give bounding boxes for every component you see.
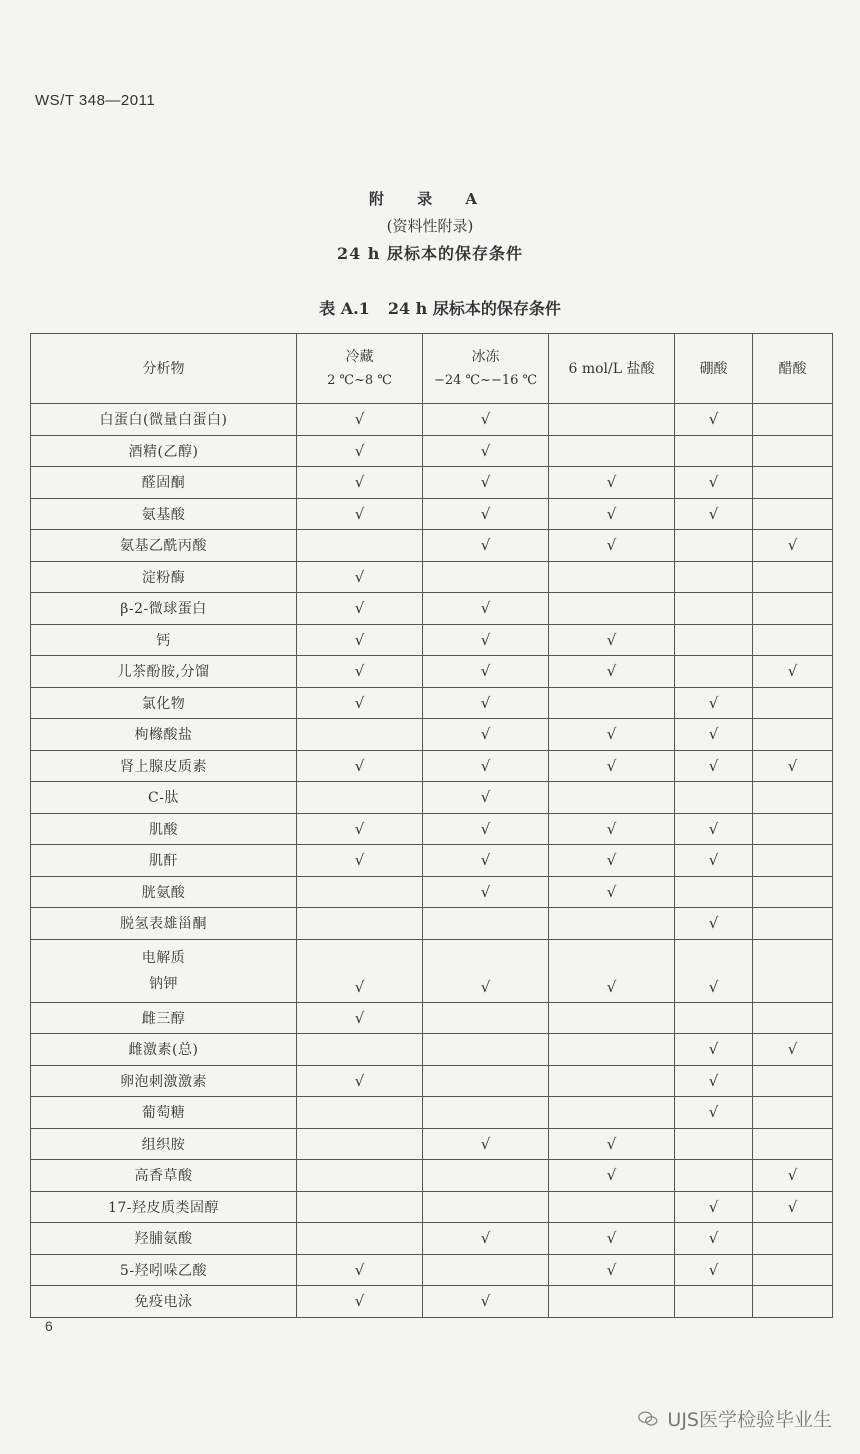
check-mark: √ [480, 882, 491, 901]
analyte-name [31, 939, 297, 1002]
cell-frozen [423, 1254, 549, 1286]
cell-fridge [297, 1065, 423, 1097]
check-mark: √ [480, 1229, 491, 1248]
cell-hcl [549, 719, 675, 751]
cell-acetic [753, 1034, 833, 1066]
cell-frozen [423, 435, 549, 467]
cell-frozen [423, 750, 549, 782]
header-frozen-label: 冰冻 [471, 348, 500, 365]
cell-boric [675, 813, 753, 845]
check-mark: √ [480, 441, 491, 460]
header-boric: 硼酸 [675, 334, 753, 404]
table-row [31, 719, 833, 751]
cell-boric [675, 876, 753, 908]
analyte-name: 酒精(乙醇) [31, 435, 297, 467]
cell-frozen [423, 1128, 549, 1160]
cell-hcl [549, 876, 675, 908]
cell-acetic [753, 530, 833, 562]
cell-frozen [423, 813, 549, 845]
cell-acetic [753, 845, 833, 877]
analyte-name-line1: 电解质 [141, 949, 186, 966]
check-mark: √ [708, 410, 719, 429]
table-row [31, 593, 833, 625]
analyte-name: 葡萄糖 [31, 1097, 297, 1129]
cell-frozen [423, 1002, 549, 1034]
cell-acetic [753, 624, 833, 656]
cell-frozen [423, 1097, 549, 1129]
cell-frozen [423, 782, 549, 814]
cell-boric [675, 435, 753, 467]
table-row [31, 1065, 833, 1097]
analyte-name: 钙 [31, 624, 297, 656]
check-mark: √ [480, 662, 491, 681]
check-mark: √ [354, 1260, 365, 1279]
check-mark: √ [606, 1134, 617, 1153]
cell-acetic [753, 1097, 833, 1129]
cell-hcl [549, 1065, 675, 1097]
header-acetic: 醋酸 [753, 334, 833, 404]
cell-fridge [297, 1034, 423, 1066]
watermark [637, 1405, 832, 1432]
cell-hcl [549, 593, 675, 625]
analyte-name: 儿茶酚胺,分馏 [31, 656, 297, 688]
check-mark: √ [606, 1166, 617, 1185]
check-mark: √ [606, 725, 617, 744]
check-mark: √ [708, 725, 719, 744]
cell-hcl [549, 908, 675, 940]
cell-fridge [297, 1191, 423, 1223]
header-frozen [423, 334, 549, 404]
cell-hcl [549, 687, 675, 719]
table-row [31, 1160, 833, 1192]
cell-frozen [423, 908, 549, 940]
cell-frozen [423, 467, 549, 499]
table-row [31, 813, 833, 845]
cell-fridge [297, 750, 423, 782]
page-number: 6 [45, 1318, 53, 1334]
table-caption-number: 表 A.1 [319, 299, 370, 318]
check-mark: √ [480, 693, 491, 712]
cell-hcl [549, 1160, 675, 1192]
watermark-text: UJS医学检验毕业生 [667, 1409, 832, 1431]
analyte-name: 氯化物 [31, 687, 297, 719]
check-mark: √ [606, 756, 617, 775]
cell-acetic [753, 1128, 833, 1160]
cell-hcl [549, 1286, 675, 1318]
check-mark: √ [480, 599, 491, 618]
cell-acetic [753, 656, 833, 688]
cell-acetic [753, 1160, 833, 1192]
cell-boric [675, 467, 753, 499]
header-fridge [297, 334, 423, 404]
table-row [31, 782, 833, 814]
cell-fridge [297, 624, 423, 656]
cell-frozen [423, 404, 549, 436]
check-mark: √ [708, 1197, 719, 1216]
check-mark: √ [354, 599, 365, 618]
cell-fridge [297, 908, 423, 940]
cell-fridge [297, 404, 423, 436]
cell-fridge [297, 1286, 423, 1318]
check-mark: √ [708, 1103, 719, 1122]
cell-boric [675, 845, 753, 877]
cell-acetic [753, 467, 833, 499]
check-mark: √ [480, 819, 491, 838]
cell-boric [675, 1191, 753, 1223]
table-row [31, 687, 833, 719]
check-mark: √ [708, 1229, 719, 1248]
cell-frozen [423, 1034, 549, 1066]
cell-frozen [423, 530, 549, 562]
cell-acetic [753, 813, 833, 845]
check-mark: √ [606, 662, 617, 681]
check-mark: √ [606, 536, 617, 555]
cell-fridge [297, 1160, 423, 1192]
storage-conditions-table [30, 333, 833, 1318]
check-mark: √ [787, 662, 798, 681]
cell-frozen [423, 593, 549, 625]
header-fridge-range: 2 ℃~8 ℃ [327, 372, 392, 388]
check-mark: √ [354, 851, 365, 870]
analyte-name: 白蛋白(微量白蛋白) [31, 404, 297, 436]
check-mark: √ [480, 410, 491, 429]
analyte-name: 卵泡刺激激素 [31, 1065, 297, 1097]
check-mark: √ [354, 1071, 365, 1090]
cell-hcl [549, 750, 675, 782]
cell-boric [675, 1128, 753, 1160]
cell-frozen [423, 845, 549, 877]
check-mark: √ [354, 819, 365, 838]
cell-acetic [753, 876, 833, 908]
cell-boric [675, 939, 753, 1002]
check-mark: √ [354, 1292, 365, 1311]
check-mark: √ [708, 1040, 719, 1059]
cell-boric [675, 719, 753, 751]
analyte-name: 胱氨酸 [31, 876, 297, 908]
cell-acetic [753, 498, 833, 530]
check-mark: √ [354, 567, 365, 586]
cell-acetic [753, 1065, 833, 1097]
analyte-name: 肌酐 [31, 845, 297, 877]
table-row [31, 435, 833, 467]
cell-acetic [753, 1254, 833, 1286]
analyte-name: 17-羟皮质类固醇 [31, 1191, 297, 1223]
check-mark: √ [606, 977, 617, 996]
cell-hcl [549, 782, 675, 814]
check-mark: √ [708, 756, 719, 775]
analyte-name: 醛固酮 [31, 467, 297, 499]
header-fridge-label: 冷藏 [345, 348, 374, 365]
check-mark: √ [354, 410, 365, 429]
cell-hcl [549, 561, 675, 593]
check-mark: √ [354, 977, 365, 996]
check-mark: √ [480, 851, 491, 870]
cell-frozen [423, 719, 549, 751]
check-mark: √ [708, 473, 719, 492]
analyte-name: 雌三醇 [31, 1002, 297, 1034]
check-mark: √ [354, 473, 365, 492]
cell-acetic [753, 719, 833, 751]
check-mark: √ [708, 851, 719, 870]
check-mark: √ [354, 756, 365, 775]
cell-boric [675, 1223, 753, 1255]
table-caption-title: 24 h 尿标本的保存条件 [387, 299, 561, 318]
cell-boric [675, 1065, 753, 1097]
cell-hcl [549, 1191, 675, 1223]
check-mark: √ [606, 473, 617, 492]
cell-hcl [549, 1097, 675, 1129]
cell-fridge [297, 530, 423, 562]
table-row [31, 939, 833, 1002]
cell-boric [675, 750, 753, 782]
table-row [31, 1097, 833, 1129]
cell-fridge [297, 876, 423, 908]
cell-fridge [297, 845, 423, 877]
cell-boric [675, 908, 753, 940]
check-mark: √ [354, 441, 365, 460]
check-mark: √ [606, 504, 617, 523]
cell-acetic [753, 1223, 833, 1255]
cell-frozen [423, 939, 549, 1002]
cell-acetic [753, 1191, 833, 1223]
table-row [31, 624, 833, 656]
cell-fridge [297, 813, 423, 845]
check-mark: √ [480, 977, 491, 996]
cell-fridge [297, 687, 423, 719]
table-row [31, 530, 833, 562]
cell-fridge [297, 1254, 423, 1286]
table-caption [0, 296, 860, 319]
standard-code: WS/T 348—2011 [35, 92, 156, 109]
table-row [31, 656, 833, 688]
cell-hcl [549, 498, 675, 530]
cell-hcl [549, 404, 675, 436]
analyte-name: β-2-微球蛋白 [31, 593, 297, 625]
table-row [31, 1286, 833, 1318]
cell-frozen [423, 656, 549, 688]
cell-acetic [753, 1002, 833, 1034]
check-mark: √ [480, 630, 491, 649]
analyte-name: 免疫电泳 [31, 1286, 297, 1318]
cell-fridge [297, 593, 423, 625]
analyte-name: 枸橼酸盐 [31, 719, 297, 751]
table-row [31, 561, 833, 593]
cell-fridge [297, 1223, 423, 1255]
analyte-name: 高香草酸 [31, 1160, 297, 1192]
cell-fridge [297, 939, 423, 1002]
analyte-name: 氨基乙酰丙酸 [31, 530, 297, 562]
table-header-row [31, 334, 833, 404]
appendix-title: 24 h 尿标本的保存条件 [336, 244, 524, 263]
analyte-name: 肌酸 [31, 813, 297, 845]
wechat-icon [637, 1408, 659, 1430]
cell-hcl [549, 1254, 675, 1286]
check-mark: √ [606, 1260, 617, 1279]
check-mark: √ [480, 1292, 491, 1311]
check-mark: √ [606, 819, 617, 838]
analyte-name: 组织胺 [31, 1128, 297, 1160]
check-mark: √ [787, 1166, 798, 1185]
check-mark: √ [708, 1071, 719, 1090]
cell-boric [675, 1160, 753, 1192]
analyte-name: 肾上腺皮质素 [31, 750, 297, 782]
cell-fridge [297, 719, 423, 751]
check-mark: √ [787, 1040, 798, 1059]
table-row [31, 908, 833, 940]
check-mark: √ [708, 693, 719, 712]
header-frozen-range: −24 ℃~−16 ℃ [433, 372, 538, 388]
cell-acetic [753, 1286, 833, 1318]
cell-fridge [297, 1002, 423, 1034]
cell-acetic [753, 404, 833, 436]
cell-fridge [297, 1097, 423, 1129]
cell-fridge [297, 782, 423, 814]
check-mark: √ [354, 630, 365, 649]
check-mark: √ [606, 1229, 617, 1248]
cell-frozen [423, 561, 549, 593]
header-analyte: 分析物 [31, 334, 297, 404]
check-mark: √ [708, 977, 719, 996]
check-mark: √ [480, 536, 491, 555]
cell-boric [675, 624, 753, 656]
table-row [31, 750, 833, 782]
cell-boric [675, 530, 753, 562]
cell-frozen [423, 498, 549, 530]
cell-fridge [297, 1128, 423, 1160]
cell-boric [675, 1254, 753, 1286]
analyte-name: 淀粉酶 [31, 561, 297, 593]
check-mark: √ [354, 1008, 365, 1027]
check-mark: √ [708, 1260, 719, 1279]
table-body [31, 404, 833, 1318]
table-row [31, 1002, 833, 1034]
analyte-name: 脱氢表雄甾酮 [31, 908, 297, 940]
check-mark: √ [480, 756, 491, 775]
cell-hcl [549, 435, 675, 467]
cell-frozen [423, 876, 549, 908]
cell-fridge [297, 467, 423, 499]
cell-acetic [753, 687, 833, 719]
cell-hcl [549, 1002, 675, 1034]
cell-acetic [753, 593, 833, 625]
check-mark: √ [606, 851, 617, 870]
cell-boric [675, 687, 753, 719]
analyte-name: C-肽 [31, 782, 297, 814]
check-mark: √ [480, 1134, 491, 1153]
analyte-name: 氨基酸 [31, 498, 297, 530]
cell-frozen [423, 1223, 549, 1255]
check-mark: √ [354, 662, 365, 681]
cell-fridge [297, 435, 423, 467]
cell-frozen [423, 1286, 549, 1318]
table-row [31, 1254, 833, 1286]
check-mark: √ [354, 693, 365, 712]
check-mark: √ [708, 819, 719, 838]
cell-frozen [423, 1065, 549, 1097]
cell-boric [675, 1097, 753, 1129]
cell-frozen [423, 687, 549, 719]
table-row [31, 498, 833, 530]
check-mark: √ [708, 504, 719, 523]
table-row [31, 1128, 833, 1160]
table-row [31, 845, 833, 877]
cell-acetic [753, 750, 833, 782]
analyte-name-line2: 钠钾 [149, 975, 178, 992]
check-mark: √ [787, 536, 798, 555]
check-mark: √ [480, 473, 491, 492]
cell-acetic [753, 908, 833, 940]
table-row [31, 1223, 833, 1255]
cell-hcl [549, 1034, 675, 1066]
cell-acetic [753, 435, 833, 467]
cell-boric [675, 1002, 753, 1034]
cell-boric [675, 561, 753, 593]
table-row [31, 467, 833, 499]
check-mark: √ [480, 725, 491, 744]
cell-boric [675, 1286, 753, 1318]
cell-boric [675, 498, 753, 530]
check-mark: √ [787, 1197, 798, 1216]
check-mark: √ [354, 504, 365, 523]
check-mark: √ [606, 630, 617, 649]
check-mark: √ [708, 914, 719, 933]
cell-hcl [549, 813, 675, 845]
cell-fridge [297, 498, 423, 530]
cell-boric [675, 593, 753, 625]
cell-frozen [423, 1160, 549, 1192]
analyte-name: 5-羟吲哚乙酸 [31, 1254, 297, 1286]
cell-acetic [753, 939, 833, 1002]
header-hcl: 6 mol/L 盐酸 [549, 334, 675, 404]
cell-hcl [549, 1223, 675, 1255]
check-mark: √ [480, 788, 491, 807]
appendix-type: (资料性附录) [386, 217, 474, 235]
check-mark: √ [787, 756, 798, 775]
cell-acetic [753, 561, 833, 593]
cell-boric [675, 1034, 753, 1066]
cell-hcl [549, 1128, 675, 1160]
cell-hcl [549, 530, 675, 562]
analyte-name: 羟脯氨酸 [31, 1223, 297, 1255]
cell-hcl [549, 624, 675, 656]
cell-boric [675, 782, 753, 814]
appendix-label: 附 录 A [368, 190, 492, 208]
cell-hcl [549, 845, 675, 877]
cell-hcl [549, 467, 675, 499]
cell-acetic [753, 782, 833, 814]
table-row [31, 1034, 833, 1066]
cell-hcl [549, 656, 675, 688]
check-mark: √ [606, 882, 617, 901]
check-mark: √ [480, 504, 491, 523]
table-row [31, 1191, 833, 1223]
cell-boric [675, 404, 753, 436]
table-row [31, 404, 833, 436]
cell-fridge [297, 561, 423, 593]
cell-boric [675, 656, 753, 688]
analyte-name: 雌激素(总) [31, 1034, 297, 1066]
cell-hcl [549, 939, 675, 1002]
cell-frozen [423, 624, 549, 656]
cell-fridge [297, 656, 423, 688]
cell-frozen [423, 1191, 549, 1223]
table-row [31, 876, 833, 908]
